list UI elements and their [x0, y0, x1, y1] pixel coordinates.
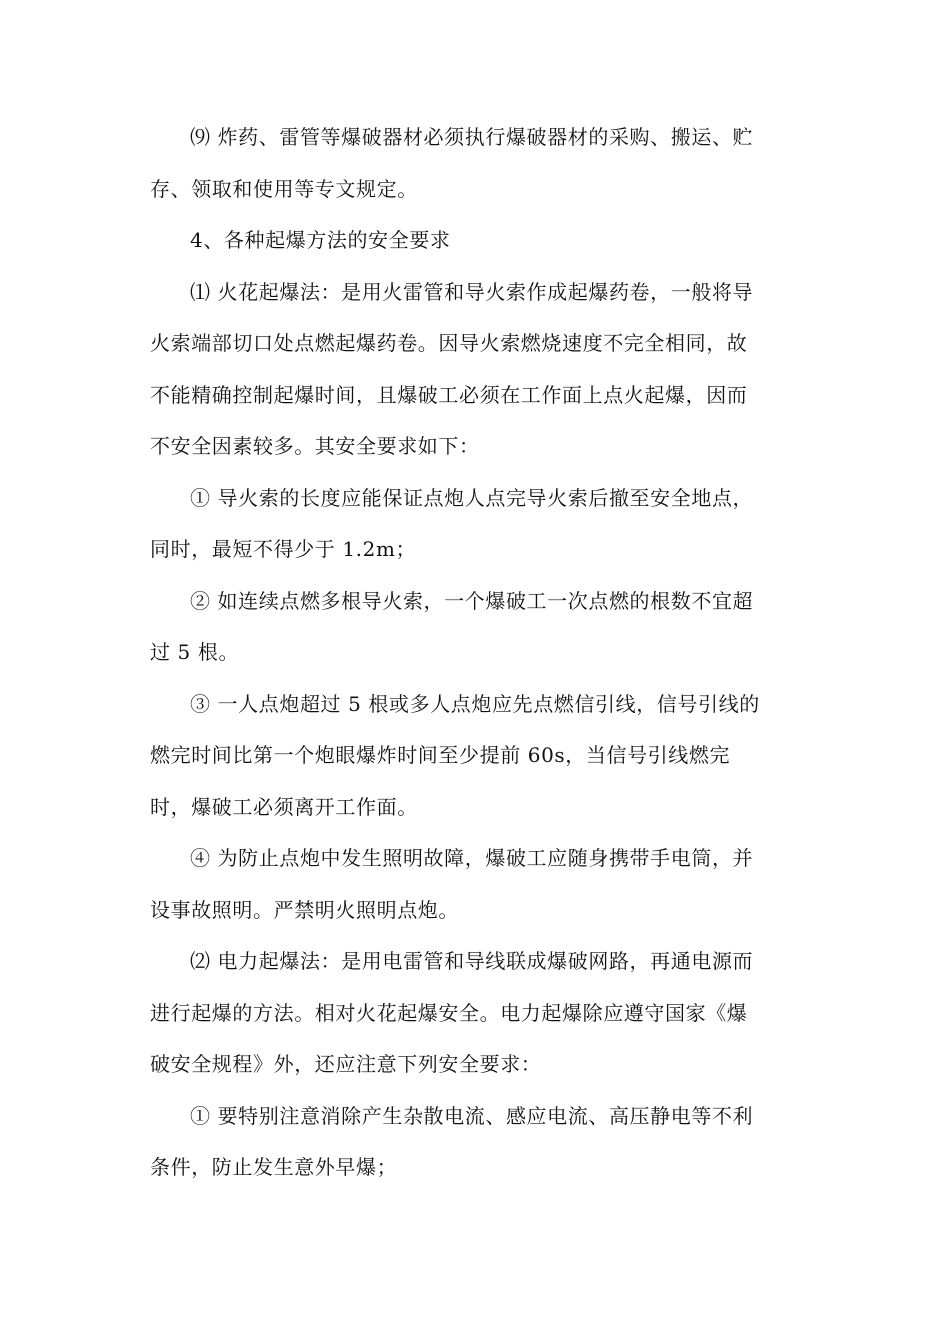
text-line: ① 导火索的长度应能保证点炮人点完导火索后撤至安全地点， [190, 485, 754, 510]
text-line: 不安全因素较多。其安全要求如下： [150, 434, 480, 458]
text-line: ⑼ 炸药、雷管等爆破器材必须执行爆破器材的采购、搬运、贮 [190, 125, 754, 149]
text-line: 条件，防止发生意外早爆； [150, 1155, 398, 1179]
text-line: ③ 一人点炮超过 5 根或多人点炮应先点燃信引线，信号引线的 [190, 691, 760, 716]
document-body [150, 112, 804, 1194]
text-line: ④ 为防止点炮中发生照明故障，爆破工应随身携带手电筒，并 [190, 846, 754, 870]
text-line: ⑴ 火花起爆法：是用火雷管和导火索作成起爆药卷，一般将导 [190, 279, 754, 304]
text-line: 同时，最短不得少于 1.2m； [150, 537, 417, 561]
text-line: 4、各种起爆方法的安全要求 [190, 228, 451, 252]
text-line: 破安全规程》外，还应注意下列安全要求： [150, 1052, 542, 1076]
text-line: 存、领取和使用等专文规定。 [150, 176, 418, 201]
text-line: 燃完时间比第一个炮眼爆炸时间至少提前 60s，当信号引线燃完 [150, 743, 731, 767]
text-line: 进行起爆的方法。相对火花起爆安全。电力起爆除应遵守国家《爆 [150, 1000, 748, 1025]
text-line: 火索端部切口处点燃起爆药卷。因导火索燃烧速度不完全相同，故 [150, 331, 748, 355]
section-heading-4 [150, 215, 804, 267]
paragraph-2-electric-initiation [150, 936, 804, 1091]
text-line: 时，爆破工必须离开工作面。 [150, 794, 418, 819]
text-line: 设事故照明。严禁明火照明点炮。 [150, 897, 459, 922]
list-item-fuse-length [150, 473, 804, 576]
list-item-multiple-fuses [150, 576, 804, 679]
text-line: ① 要特别注意消除产生杂散电流、感应电流、高压静电等不利 [190, 1103, 754, 1128]
list-item-signal-fuse [150, 679, 804, 834]
text-line: ⑵ 电力起爆法：是用电雷管和导线联成爆破网路，再通电源而 [190, 949, 754, 973]
text-line: ② 如连续点燃多根导火索，一个爆破工一次点燃的根数不宜超 [190, 588, 754, 613]
paragraph-1-fire-initiation [150, 267, 804, 473]
text-line: 过 5 根。 [150, 640, 240, 664]
list-item-stray-current [150, 1091, 804, 1194]
paragraph-9-blasting-materials [150, 112, 804, 215]
text-line: 不能精确控制起爆时间，且爆破工必须在工作面上点火起爆，因而 [150, 382, 748, 407]
list-item-lighting [150, 833, 804, 936]
